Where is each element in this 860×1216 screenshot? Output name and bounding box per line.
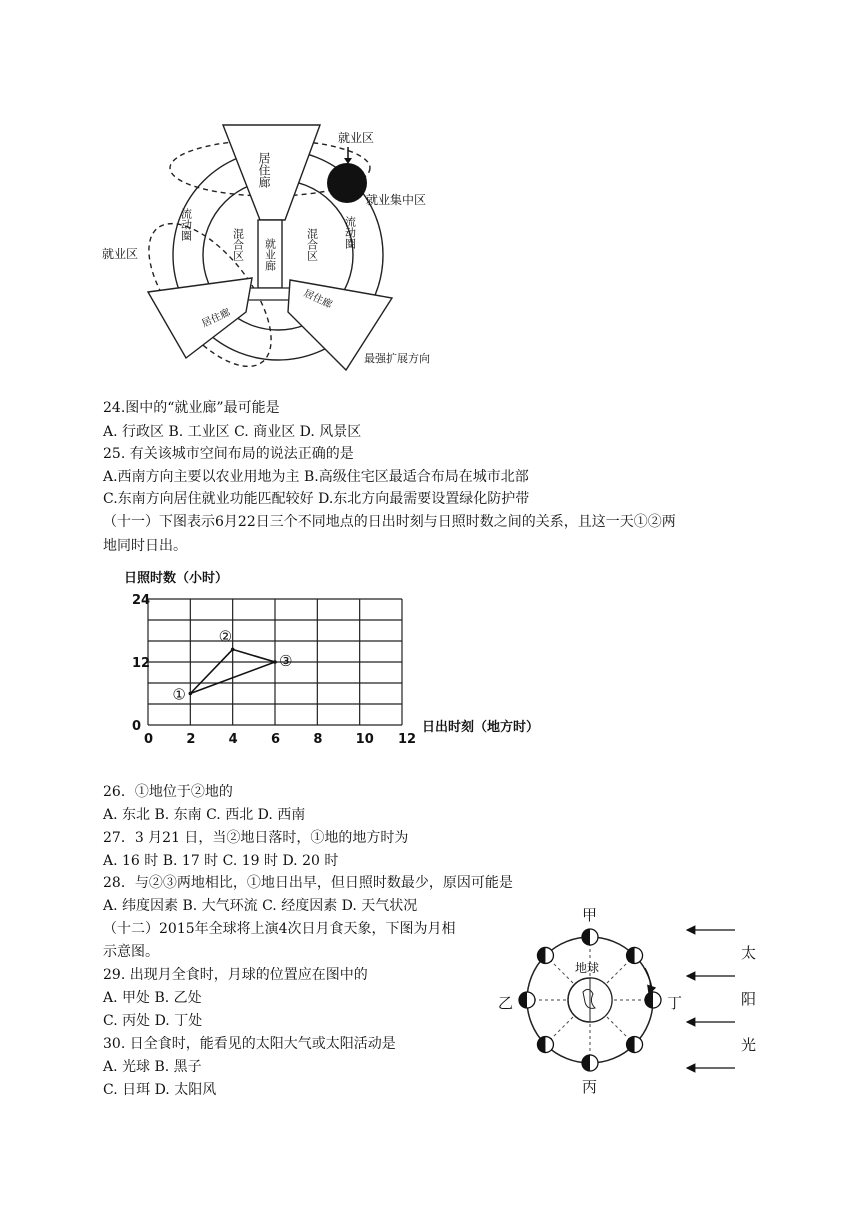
label-earth: 地球 [575,961,600,975]
label-bing: 丙 [582,1078,598,1096]
q30-options-line2: C. 日珥 D. 太阳风 [103,1082,217,1098]
chart-point-label: ③ [279,652,293,670]
chart-x-tick: 10 [355,732,374,747]
q25-options-line1: A.西南方向主要以农业用地为主 B.高级住宅区最适合布局在城市北部 [103,469,529,485]
moon-phase-diagram [495,900,775,1100]
label-sunlight-3: 光 [741,1036,757,1054]
q25-stem: 25. 有关该城市空间布局的说法正确的是 [103,446,354,462]
label-jia: 甲 [582,906,598,924]
q25-options-line2: C.东南方向居住就业功能匹配较好 D.东北方向最需要设置绿化防护带 [103,491,530,507]
section11-intro-line2: 地同时日出。 [103,538,187,554]
chart-y-tick: 12 [132,656,151,671]
chart-point-label: ② [218,627,233,646]
label-employment-zone-top: 就业区 [338,131,375,145]
chart-point [231,648,235,652]
label-employment-zone-left: 就业区 [102,247,139,261]
section12-intro-line1: （十二）2015年全球将上演4次日月食天象，下图为月相 [103,921,456,937]
q27-stem: 27．3 月21 日，当②地日落时，①地的地方时为 [103,830,409,846]
label-residential-corridor: 居住廊 [257,152,271,188]
q26-options: A. 东北 B. 东南 C. 西北 D. 西南 [103,807,306,823]
label-employment-concentration: 就业集中区 [366,193,427,207]
chart-xlabel: 日出时刻（地方时） [422,720,540,735]
chart-y-tick: 0 [132,719,142,734]
label-ding: 丁 [667,994,683,1012]
q29-stem: 29. 出现月全食时，月球的位置应在图中的 [103,967,368,983]
chart-x-tick: 4 [228,732,238,747]
moon-dark-half [537,1037,545,1053]
q30-stem: 30. 日全食时，能看见的太阳大气或太阳活动是 [103,1036,396,1052]
chart-point [189,692,193,696]
label-flow-ring-right: 流动圈 [343,216,357,249]
label-employment-corridor: 就业廊 [263,238,277,271]
label-flow-ring-left: 流动圈 [179,208,193,241]
moon-dark-half [582,1055,590,1071]
q28-stem: 28．与②③两地相比，①地日出早，但日照时数最少，原因可能是 [103,875,513,891]
section12-intro-line2: 示意图。 [103,944,159,960]
moon-dark-half [582,929,590,945]
label-residential-corridor-se: 居住廊 [301,288,334,311]
employment-concentration-dot [327,163,367,203]
q27-options: A. 16 时 B. 17 时 C. 19 时 D. 20 时 [103,853,339,869]
q24-options: A. 行政区 B. 工业区 C. 商业区 D. 风景区 [103,424,362,440]
label-residential-corridor-sw: 居住廊 [200,307,233,330]
label-sunlight-1: 太 [741,944,757,962]
q28-options: A. 纬度因素 B. 大气环流 C. 经度因素 D. 天气状况 [103,898,418,914]
q29-options-line1: A. 甲处 B. 乙处 [103,990,202,1006]
sunrise-sunshine-chart [110,565,540,760]
label-mixed-zone-right: 混合区 [305,228,319,261]
label-sunlight-2: 阳 [741,990,757,1008]
chart-point-label: ① [172,685,186,704]
section11-intro-line1: （十一）下图表示6月22日三个不同地点的日出时刻与日照时数之间的关系，且这一天①②两 [103,514,676,530]
chart-y-tick: 24 [132,593,151,608]
label-yi: 乙 [498,994,514,1012]
chart-ylabel: 日照时数（小时） [124,571,229,586]
q26-stem: 26．①地位于②地的 [103,784,233,800]
q29-options-line2: C. 丙处 D. 丁处 [103,1013,203,1029]
chart-x-tick: 8 [313,732,323,747]
q24-stem: 24.图中的“就业廊”最可能是 [103,400,280,416]
moon-dark-half [645,992,653,1008]
label-mixed-zone-left: 混合区 [231,228,245,261]
chart-point [273,660,277,664]
label-strongest-expansion: 最强扩展方向 [364,352,430,365]
chart-x-tick: 0 [144,732,154,747]
city-structure-diagram [100,120,460,385]
chart-x-tick: 12 [398,732,417,747]
moon-dark-half [519,992,527,1008]
q30-options-line1: A. 光球 B. 黑子 [103,1059,202,1075]
moon-dark-half [537,947,545,963]
chart-x-tick: 6 [271,732,281,747]
chart-x-tick: 2 [186,732,196,747]
